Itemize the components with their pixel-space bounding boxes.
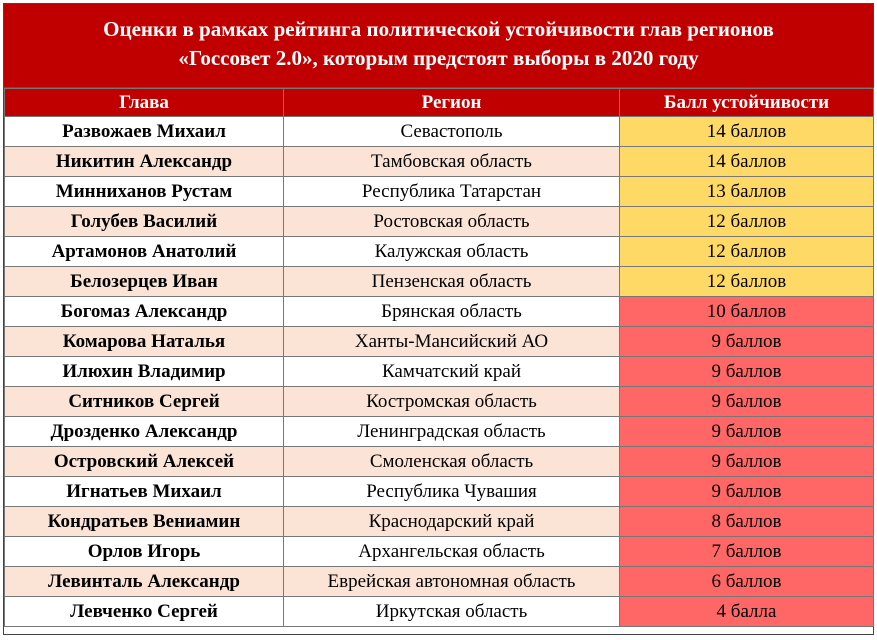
region-cell: Иркутская область — [284, 597, 620, 627]
score-cell: 12 баллов — [620, 207, 874, 237]
table-row — [5, 477, 874, 507]
table-row — [5, 267, 874, 297]
region-cell: Республика Татарстан — [284, 177, 620, 207]
column-header-region: Регион — [284, 89, 620, 117]
head-name-cell: Развожаев Михаил — [5, 117, 284, 147]
head-name-cell: Минниханов Рустам — [5, 177, 284, 207]
table-title — [4, 4, 873, 88]
head-name-cell: Богомаз Александр — [5, 297, 284, 327]
head-name-cell: Ситников Сергей — [5, 387, 284, 417]
table-body — [5, 117, 874, 627]
table-row — [5, 357, 874, 387]
table-header-row — [5, 89, 874, 117]
table-row — [5, 537, 874, 567]
table-row — [5, 507, 874, 537]
column-header-head: Глава — [5, 89, 284, 117]
region-cell: Севастополь — [284, 117, 620, 147]
rating-table-document — [3, 3, 874, 635]
table-row — [5, 237, 874, 267]
table-row — [5, 177, 874, 207]
score-cell: 14 баллов — [620, 117, 874, 147]
region-cell: Пензенская область — [284, 267, 620, 297]
score-cell: 7 баллов — [620, 537, 874, 567]
score-cell: 9 баллов — [620, 447, 874, 477]
head-name-cell: Никитин Александр — [5, 147, 284, 177]
score-cell: 8 баллов — [620, 507, 874, 537]
head-name-cell: Островский Алексей — [5, 447, 284, 477]
score-cell: 6 баллов — [620, 567, 874, 597]
region-cell: Костромская область — [284, 387, 620, 417]
region-cell: Ленинградская область — [284, 417, 620, 447]
region-cell: Еврейская автономная область — [284, 567, 620, 597]
region-cell: Калужская область — [284, 237, 620, 267]
table-row — [5, 327, 874, 357]
score-cell: 9 баллов — [620, 387, 874, 417]
table-row — [5, 147, 874, 177]
region-cell: Краснодарский край — [284, 507, 620, 537]
table-row — [5, 567, 874, 597]
score-cell: 9 баллов — [620, 417, 874, 447]
table-row — [5, 297, 874, 327]
title-line-1: Оценки в рамках рейтинга политической устойчивости глав регионов — [103, 17, 774, 41]
head-name-cell: Голубев Василий — [5, 207, 284, 237]
region-cell: Тамбовская область — [284, 147, 620, 177]
region-cell: Архангельская область — [284, 537, 620, 567]
score-cell: 9 баллов — [620, 327, 874, 357]
head-name-cell: Кондратьев Вениамин — [5, 507, 284, 537]
head-name-cell: Илюхин Владимир — [5, 357, 284, 387]
score-cell: 12 баллов — [620, 237, 874, 267]
region-cell: Камчатский край — [284, 357, 620, 387]
head-name-cell: Комарова Наталья — [5, 327, 284, 357]
head-name-cell: Артамонов Анатолий — [5, 237, 284, 267]
head-name-cell: Игнатьев Михаил — [5, 477, 284, 507]
column-header-score: Балл устойчивости — [620, 89, 874, 117]
region-cell: Ростовская область — [284, 207, 620, 237]
head-name-cell: Белозерцев Иван — [5, 267, 284, 297]
region-cell: Республика Чувашия — [284, 477, 620, 507]
table-row — [5, 117, 874, 147]
head-name-cell: Левинталь Александр — [5, 567, 284, 597]
rating-table — [4, 88, 874, 627]
score-cell: 9 баллов — [620, 357, 874, 387]
table-row — [5, 447, 874, 477]
score-cell: 14 баллов — [620, 147, 874, 177]
table-row — [5, 207, 874, 237]
table-row — [5, 417, 874, 447]
score-cell: 10 баллов — [620, 297, 874, 327]
score-cell: 9 баллов — [620, 477, 874, 507]
title-line-2: «Госсовет 2.0», которым предстоят выборы в 2020 году — [178, 46, 699, 70]
region-cell: Брянская область — [284, 297, 620, 327]
region-cell: Ханты-Мансийский АО — [284, 327, 620, 357]
score-cell: 4 балла — [620, 597, 874, 627]
score-cell: 12 баллов — [620, 267, 874, 297]
table-row — [5, 597, 874, 627]
score-cell: 13 баллов — [620, 177, 874, 207]
head-name-cell: Левченко Сергей — [5, 597, 284, 627]
head-name-cell: Дрозденко Александр — [5, 417, 284, 447]
head-name-cell: Орлов Игорь — [5, 537, 284, 567]
region-cell: Смоленская область — [284, 447, 620, 477]
table-row — [5, 387, 874, 417]
